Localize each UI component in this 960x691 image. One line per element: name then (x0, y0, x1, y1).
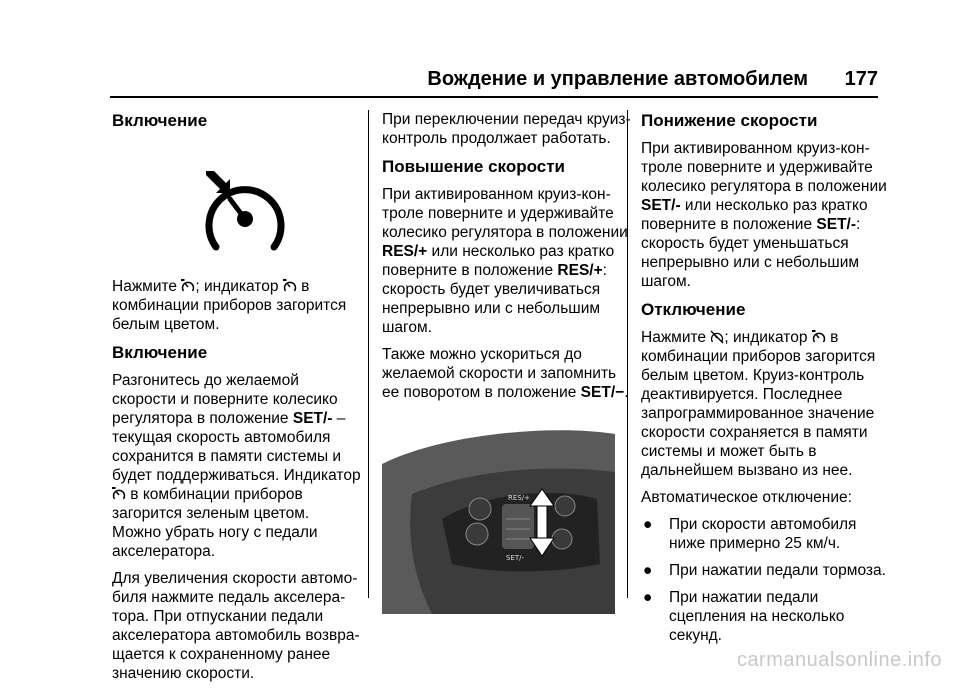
section-heading: Понижение скорости (641, 111, 818, 130)
paragraph: Автоматическое отключение: (641, 489, 852, 506)
section-heading: Включение (112, 343, 208, 362)
section-heading: Включение (112, 111, 208, 130)
bullet-list (641, 515, 891, 645)
paragraph: Нажмите ; индикатор в комбинации приборов загорится белым цветом. Круиз-контроль деактивируется. Последнее запрограммированное значение скорости сохраняется в памяти системы и может быть в дальнейшем вызвано из нее. (641, 329, 876, 479)
res-label: RES/+ (508, 494, 530, 502)
set-label: SET/- (506, 554, 525, 562)
steering-wheel-controls-illustration (382, 424, 615, 614)
page-header (110, 66, 878, 96)
list-item: ● При нажатии педали сцепления на несколько секунд. (643, 589, 845, 644)
cruise-control-indicator-icon (812, 330, 826, 344)
paragraph: Разгонитесь до желаемой скорости и поверните колесико регулятора в положение SET/- – текущая скорость автомобиля сохранится в памяти системы и будет поддерживаться. Индикатор в комбинации приборов загорится зеленым цветом. Можно убрать ногу с педали акселератора. (112, 372, 361, 560)
paragraph: Для увеличения скорости автомобиля нажмите педаль акселератора. При отпускании педали акселератора автомобиль возвращается к сохраненному ранее значению скорости. (112, 570, 360, 682)
paragraph: При активированном круиз-контроле поверните и удерживайте колесико регулятора в положении SET/- или несколько раз кратко поверните в положение SET/-: скорость будет уменьшаться непрерывно или с небольшим шагом. (641, 140, 887, 290)
header-title: Вождение и управление автомобилем (427, 68, 808, 90)
column-1 (112, 110, 362, 691)
cruise-control-indicator-icon (283, 279, 297, 293)
cruise-control-icon (204, 169, 286, 259)
column-2 (382, 110, 632, 614)
section-heading: Отключение (641, 300, 746, 319)
page-number: 177 (844, 68, 878, 90)
column-divider (368, 110, 369, 598)
column-3 (641, 110, 891, 653)
cruise-control-indicator-icon (112, 487, 126, 501)
paragraph: Нажмите ; индикатор в комбинации приборов загорится белым цветом. (112, 278, 347, 333)
section-heading: Повышение скорости (382, 157, 565, 176)
cruise-control-cancel-icon (710, 330, 724, 344)
list-item: ● При скорости автомобиля ниже примерно 25 км/ч. (643, 516, 857, 552)
list-item: ● При нажатии педали тормоза. (643, 562, 886, 579)
paragraph: При переключении передач круиз-контроль продолжает работать. (382, 111, 631, 147)
paragraph: Также можно ускориться до желаемой скорости и запомнить ее поворотом в положение SET/−. (382, 346, 629, 401)
watermark: carmanualsonline.info (736, 649, 942, 671)
paragraph: При активированном круиз-контроле поверните и удерживайте колесико регулятора в положении RES/+ или несколько раз кратко поверните в положение RES/+: скорость будет увеличиваться непрерывно или с небольшим шагом. (382, 186, 628, 336)
header-rule (110, 96, 878, 98)
cruise-control-icon (181, 279, 195, 293)
